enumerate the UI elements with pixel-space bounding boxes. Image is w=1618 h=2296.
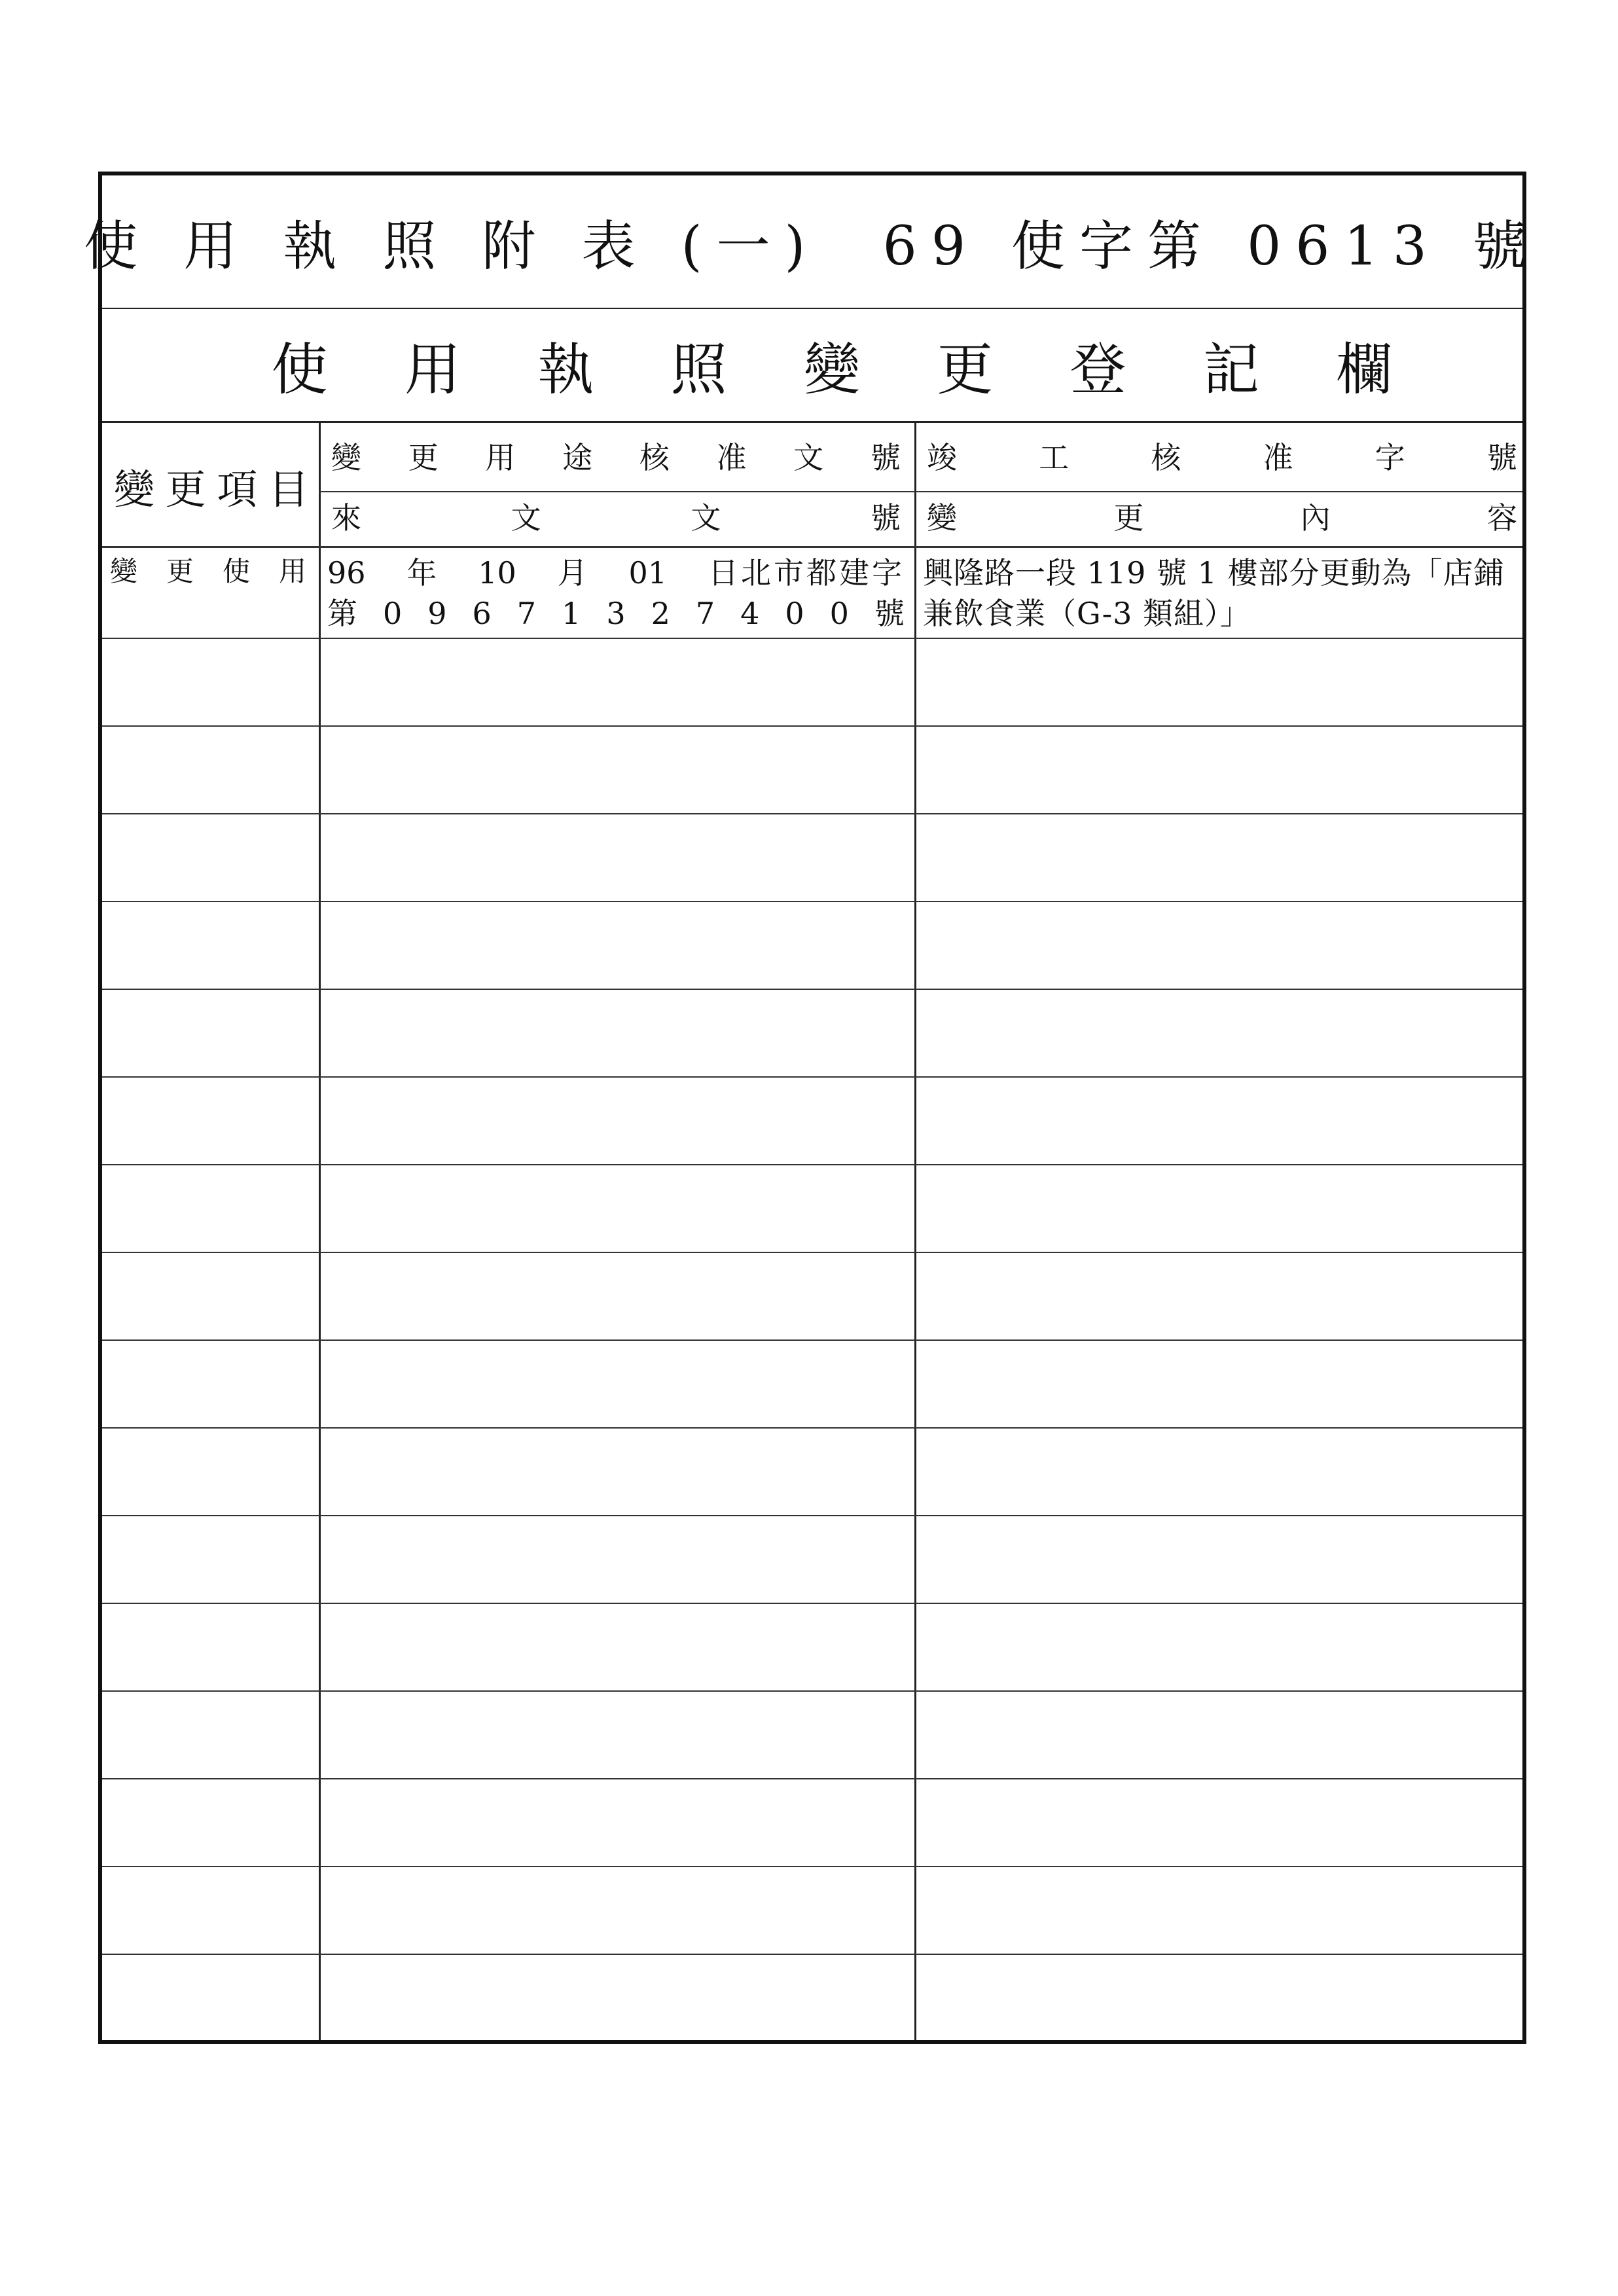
column-divider: [914, 423, 916, 2040]
section-title-char: 登: [1070, 337, 1126, 403]
row-divider: [102, 1339, 1522, 1341]
entry-char: 2: [651, 596, 670, 631]
entry-char: 9: [427, 596, 447, 631]
row-divider: [102, 1164, 1522, 1165]
entry-char: 01: [628, 555, 668, 591]
row-divider: [102, 1690, 1522, 1692]
header-char: 更: [1113, 500, 1144, 536]
form-title-text: 使 用 執 照 附 表 (一) 69 使字第 0613 號: [84, 215, 1541, 278]
entry-content-line1: 興隆路一段 119 號 1 樓部分更動為「店鋪: [923, 555, 1505, 591]
entry-char: 日北市都建字: [708, 555, 905, 591]
header-char: 用: [485, 440, 516, 475]
completion-approval-header: [927, 440, 1517, 475]
header-char: 文: [691, 500, 721, 536]
header-char: 變: [927, 500, 957, 536]
entry-char: 4: [740, 596, 760, 631]
row-divider: [102, 989, 1522, 990]
entry-char: 0: [829, 596, 849, 631]
header-char: 核: [639, 440, 670, 475]
change-table: [102, 423, 1522, 2040]
header-char: 內: [1300, 500, 1331, 536]
section-title-char: 欄: [1336, 337, 1393, 403]
entry-doc-line2: [327, 598, 905, 629]
header-char: 文: [511, 500, 541, 536]
entry-char: 0: [785, 596, 804, 631]
section-title-char: 更: [937, 337, 994, 403]
section-title-char: 記: [1202, 337, 1259, 403]
section-title-char: 照: [670, 337, 727, 403]
entry-doc-line1: [327, 555, 905, 591]
header-char: 變: [114, 465, 155, 513]
header-char: 字: [1375, 440, 1405, 475]
header-char: 來: [331, 500, 361, 536]
entry-char: 7: [516, 596, 537, 631]
row-divider: [102, 901, 1522, 902]
section-title-char: 使: [271, 337, 328, 403]
entry-char: 使: [222, 555, 250, 587]
entry-char: 3: [606, 596, 626, 631]
approval-doc-header: [331, 440, 901, 475]
incoming-doc-header: [331, 500, 901, 536]
entry-char: 96: [327, 555, 366, 591]
header-char: 文: [793, 440, 824, 475]
form-sheet: [84, 172, 1541, 2044]
section-title: [102, 308, 1522, 423]
header-bottom-line: [102, 546, 1522, 548]
header-char: 准: [1263, 440, 1293, 475]
header-char: 變: [331, 440, 361, 475]
entry-char: 7: [695, 596, 715, 631]
entry-char: 年: [406, 555, 437, 591]
entry-char: 第: [327, 596, 357, 631]
header-divider: [319, 491, 1522, 492]
section-title-char: 變: [803, 337, 860, 403]
header-char: 竣: [927, 440, 957, 475]
section-title-char: 執: [537, 337, 594, 403]
entry-char: 變: [110, 555, 138, 587]
column-divider: [319, 423, 321, 2040]
entry-char: 1: [562, 596, 581, 631]
row-divider: [102, 1252, 1522, 1253]
header-char: 途: [562, 440, 593, 475]
row-divider: [102, 1076, 1522, 1078]
header-char: 號: [1486, 440, 1517, 475]
header-char: 更: [408, 440, 439, 475]
change-content-header: [927, 500, 1517, 536]
row-divider: [102, 1954, 1522, 1955]
row-divider: [102, 1778, 1522, 1779]
row-divider: [102, 813, 1522, 814]
row-divider: [102, 1603, 1522, 1604]
header-char: 號: [870, 500, 901, 536]
entry-change-item: [110, 555, 306, 587]
row-divider: [102, 725, 1522, 727]
header-char: 更: [165, 465, 206, 513]
section-title-char: 用: [404, 337, 461, 403]
entry-char: 號: [874, 596, 905, 631]
header-char: 項: [217, 465, 258, 513]
entry-char: 6: [472, 596, 492, 631]
entry-char: 0: [382, 596, 403, 631]
header-char: 工: [1039, 440, 1070, 475]
entry-char: 用: [278, 555, 306, 587]
entry-char: 10: [478, 555, 516, 591]
change-item-header: [114, 457, 309, 515]
row-divider: [102, 638, 1522, 639]
header-char: 容: [1486, 500, 1517, 536]
entry-char: 更: [166, 555, 194, 587]
row-divider: [102, 1866, 1522, 1867]
row-divider: [102, 1427, 1522, 1429]
header-char: 目: [268, 465, 309, 513]
row-divider: [102, 1515, 1522, 1516]
header-char: 號: [870, 440, 901, 475]
header-char: 核: [1151, 440, 1181, 475]
entry-content-line2: 兼飲食業（G-3 類組）」: [923, 596, 1251, 631]
entry-char: 月: [557, 555, 588, 591]
header-char: 准: [716, 440, 747, 475]
form-title: [84, 175, 1541, 309]
